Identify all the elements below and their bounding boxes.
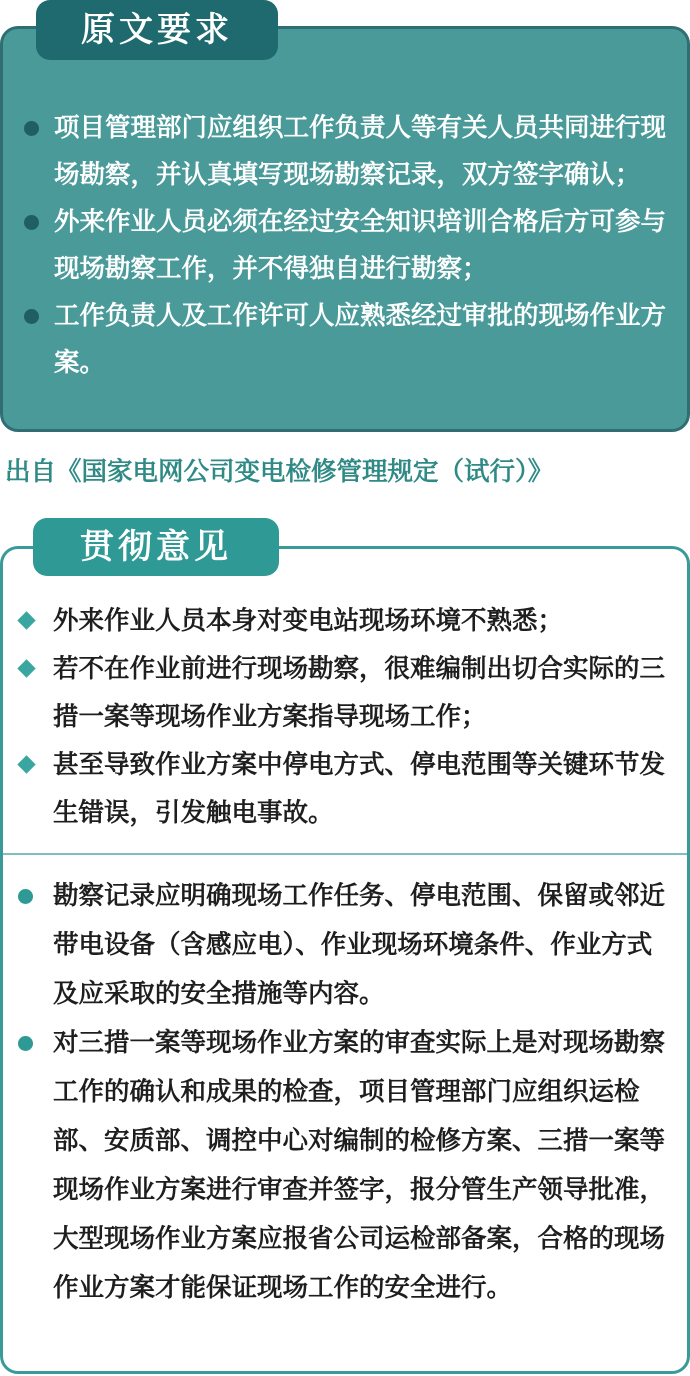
dot-icon [24, 309, 39, 324]
risk-text: 若不在作业前进行现场勘察，很难编制出切合实际的三措一案等现场作业方案指导现场工作； [53, 654, 666, 732]
risk-item [0, 597, 690, 645]
requirement-item [3, 105, 690, 199]
requirements-list [3, 105, 690, 387]
guidance-text: 对三措一案等现场作业方案的审查实际上是对现场勘察工作的确认和成果的检查，项目管理部门应组织运检部、安质部、调控中心对编制的检修方案、三措一案等现场作业方案进行审查并签字，报分管生产领导批准，大型现场作业方案应报省公司运检部备案，合格的现场作业方案才能保证现场工作的安全进行。 [53, 1028, 666, 1303]
requirement-text: 工作负责人及工作许可人应熟悉经过审批的现场作业方案。 [54, 301, 667, 378]
dot-icon [18, 1036, 33, 1051]
section-divider [3, 853, 687, 855]
original-requirements-title: 原文要求 [36, 0, 278, 60]
dot-icon [24, 215, 39, 230]
dot-icon [18, 889, 33, 904]
diamond-icon [17, 659, 35, 677]
guidance-list [0, 872, 690, 1313]
diamond-icon [17, 755, 35, 773]
requirement-item [3, 199, 690, 293]
guidance-item [0, 1019, 690, 1313]
implementation-opinions-title: 贯彻意见 [33, 518, 279, 576]
diamond-icon [17, 611, 35, 629]
risk-item [0, 741, 690, 837]
requirement-item [3, 293, 690, 387]
requirement-text: 项目管理部门应组织工作负责人等有关人员共同进行现场勘察，并认真填写现场勘察记录，双方签字确认； [54, 113, 667, 190]
dot-icon [24, 121, 39, 136]
risk-text: 甚至导致作业方案中停电方式、停电范围等关键环节发生错误，引发触电事故。 [53, 750, 666, 828]
guidance-item [0, 872, 690, 1019]
requirement-text: 外来作业人员必须在经过安全知识培训合格后方可参与现场勘察工作，并不得独自进行勘察； [54, 207, 667, 284]
risk-list [0, 597, 690, 837]
risk-text: 外来作业人员本身对变电站现场环境不熟悉； [53, 606, 564, 636]
guidance-text: 勘察记录应明确现场工作任务、停电范围、保留或邻近带电设备（含感应电）、作业现场环境条件、作业方式及应采取的安全措施等内容。 [53, 881, 666, 1009]
risk-item [0, 645, 690, 741]
original-requirements-box [0, 26, 690, 432]
source-citation: 出自《国家电网公司变电检修管理规定（试行）》 [5, 457, 554, 487]
